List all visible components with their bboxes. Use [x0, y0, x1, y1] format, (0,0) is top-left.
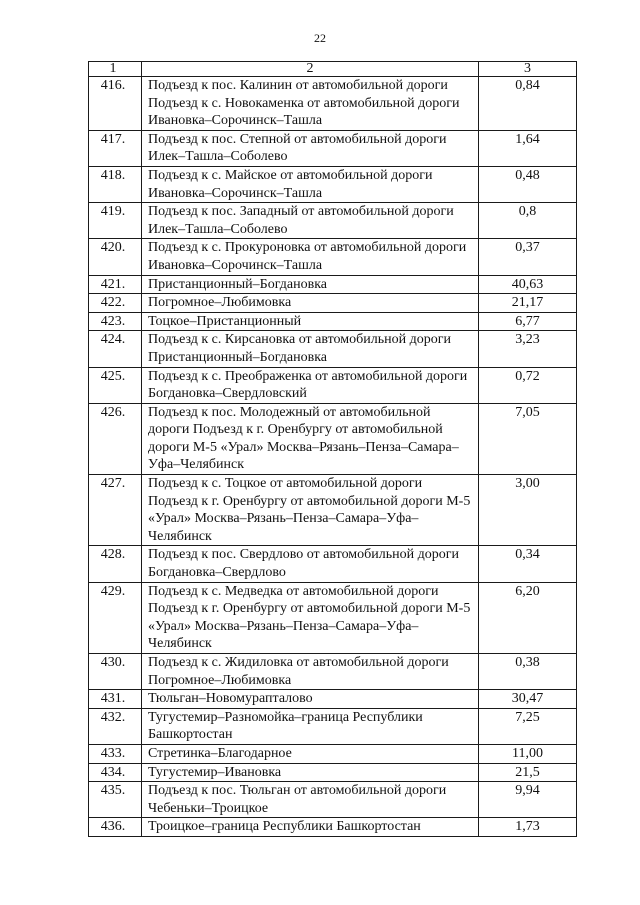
road-length: 3,23	[479, 331, 577, 367]
page-number: 22	[314, 31, 326, 45]
table-row	[89, 239, 577, 275]
road-length: 0,48	[479, 166, 577, 202]
road-length: 1,73	[479, 818, 577, 837]
road-name: Стретинка–Благодарное	[142, 744, 479, 763]
table-row	[89, 275, 577, 294]
road-length: 21,17	[479, 294, 577, 313]
row-number: 416.	[89, 77, 142, 131]
road-length: 0,72	[479, 367, 577, 403]
road-name: Подъезд к пос. Молодежный от автомобильной дороги Подъезд к г. Оренбургу от автомобильной дороги М-5 «Урал» Москва–Рязань–Пенза–Самара–Уфа–Челябинск	[142, 403, 479, 474]
road-length: 30,47	[479, 690, 577, 709]
road-name: Подъезд к пос. Степной от автомобильной дороги Илек–Ташла–Соболево	[142, 130, 479, 166]
road-length: 0,38	[479, 654, 577, 690]
table-row	[89, 77, 577, 131]
table-row	[89, 744, 577, 763]
table-row	[89, 582, 577, 653]
road-name: Подъезд к с. Майское от автомобильной дороги Ивановка–Сорочинск–Ташла	[142, 166, 479, 202]
road-length: 9,94	[479, 782, 577, 818]
road-name: Тоцкое–Пристанционный	[142, 312, 479, 331]
road-length: 7,05	[479, 403, 577, 474]
road-length: 0,34	[479, 546, 577, 582]
row-number: 430.	[89, 654, 142, 690]
table-row	[89, 708, 577, 744]
row-number: 422.	[89, 294, 142, 313]
row-number: 418.	[89, 166, 142, 202]
road-length: 0,8	[479, 203, 577, 239]
table-row	[89, 203, 577, 239]
road-name: Подъезд к с. Преображенка от автомобильной дороги Богдановка–Свердловский	[142, 367, 479, 403]
road-name: Подъезд к с. Прокуроновка от автомобильной дороги Ивановка–Сорочинск–Ташла	[142, 239, 479, 275]
row-number: 435.	[89, 782, 142, 818]
road-length: 0,37	[479, 239, 577, 275]
table-row	[89, 294, 577, 313]
row-number: 424.	[89, 331, 142, 367]
row-number: 417.	[89, 130, 142, 166]
road-length: 1,64	[479, 130, 577, 166]
row-number: 427.	[89, 475, 142, 546]
table-row	[89, 312, 577, 331]
table-row	[89, 546, 577, 582]
table-row	[89, 782, 577, 818]
table-header-row	[89, 62, 577, 77]
road-name: Подъезд к с. Кирсановка от автомобильной дороги Пристанционный–Богдановка	[142, 331, 479, 367]
road-name: Троицкое–граница Республики Башкортостан	[142, 818, 479, 837]
road-length: 0,84	[479, 77, 577, 131]
row-number: 421.	[89, 275, 142, 294]
row-number: 432.	[89, 708, 142, 744]
road-name: Подъезд к с. Жидиловка от автомобильной дороги Погромное–Любимовка	[142, 654, 479, 690]
road-name: Подъезд к пос. Свердлово от автомобильной дороги Богдановка–Свердлово	[142, 546, 479, 582]
road-name: Подъезд к с. Тоцкое от автомобильной дороги Подъезд к г. Оренбургу от автомобильной дороги М-5 «Урал» Москва–Рязань–Пенза–Самара–Уфа–Челябинск	[142, 475, 479, 546]
table-row	[89, 818, 577, 837]
column-header-1: 1	[89, 62, 142, 77]
road-length: 11,00	[479, 744, 577, 763]
road-length: 7,25	[479, 708, 577, 744]
road-length: 21,5	[479, 763, 577, 782]
roads-table	[88, 61, 577, 837]
road-name: Подъезд к пос. Калинин от автомобильной дороги Подъезд к с. Новокаменка от автомобильной дороги Ивановка–Сорочинск–Ташла	[142, 77, 479, 131]
table-row	[89, 403, 577, 474]
row-number: 420.	[89, 239, 142, 275]
row-number: 436.	[89, 818, 142, 837]
road-length: 40,63	[479, 275, 577, 294]
table-row	[89, 763, 577, 782]
table-row	[89, 367, 577, 403]
road-name: Пристанционный–Богдановка	[142, 275, 479, 294]
road-name: Подъезд к с. Медведка от автомобильной дороги Подъезд к г. Оренбургу от автомобильной дороги М-5 «Урал» Москва–Рязань–Пенза–Самара–Уфа–Челябинск	[142, 582, 479, 653]
row-number: 429.	[89, 582, 142, 653]
road-length: 6,20	[479, 582, 577, 653]
road-name: Тугустемир–Ивановка	[142, 763, 479, 782]
table-row	[89, 654, 577, 690]
road-name: Тугустемир–Разномойка–граница Республики Башкортостан	[142, 708, 479, 744]
road-length: 3,00	[479, 475, 577, 546]
row-number: 433.	[89, 744, 142, 763]
column-header-2: 2	[142, 62, 479, 77]
road-name: Подъезд к пос. Тюльган от автомобильной дороги Чебеньки–Троицкое	[142, 782, 479, 818]
road-name: Подъезд к пос. Западный от автомобильной дороги Илек–Ташла–Соболево	[142, 203, 479, 239]
row-number: 423.	[89, 312, 142, 331]
table-row	[89, 475, 577, 546]
column-header-3: 3	[479, 62, 577, 77]
table-row	[89, 166, 577, 202]
row-number: 426.	[89, 403, 142, 474]
table-row	[89, 130, 577, 166]
row-number: 434.	[89, 763, 142, 782]
row-number: 425.	[89, 367, 142, 403]
row-number: 431.	[89, 690, 142, 709]
road-length: 6,77	[479, 312, 577, 331]
road-name: Тюльган–Новомурапталово	[142, 690, 479, 709]
table-row	[89, 690, 577, 709]
row-number: 419.	[89, 203, 142, 239]
table-row	[89, 331, 577, 367]
road-name: Погромное–Любимовка	[142, 294, 479, 313]
row-number: 428.	[89, 546, 142, 582]
